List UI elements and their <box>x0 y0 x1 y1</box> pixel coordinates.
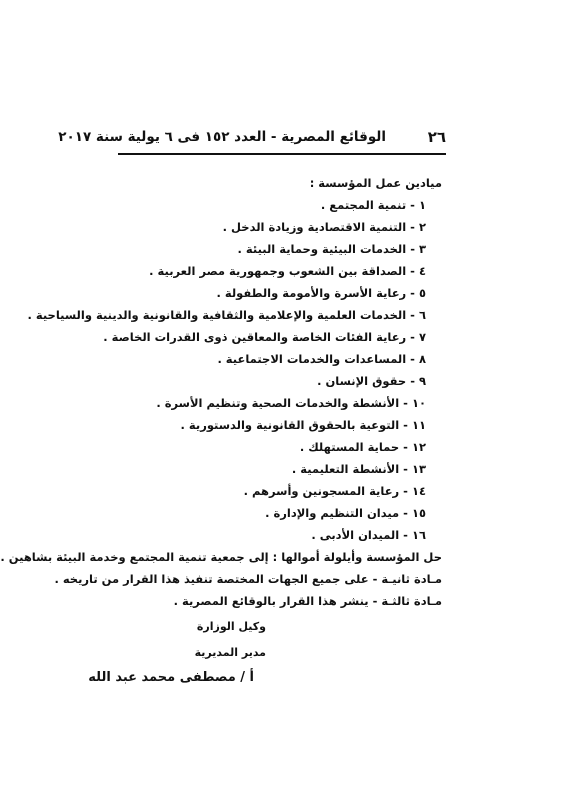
list-item: ٢ - التنمية الاقتصادية وزيادة الدخل . <box>222 220 426 234</box>
section-heading: ميادين عمل المؤسسة : <box>309 176 442 190</box>
header-rule <box>118 153 446 155</box>
list-item: ٨ - المساعدات والخدمات الاجتماعية . <box>217 352 426 366</box>
list-item: ١٤ - رعاية المسجونين وأسرهم . <box>243 484 426 498</box>
list-item: ١١ - التوعية بالحقوق القانونية والدستورية . <box>180 418 426 432</box>
list-item: ١٣ - الأنشطة التعليمية . <box>291 462 426 476</box>
header-title: الوقائع المصرية - العدد ١٥٢ فى ٦ يولية سنة ٢٠١٧ <box>58 129 386 145</box>
list-item: ٦ - الخدمات العلمية والإعلامية والثقافية والقانونية والدينية والسياحية . <box>27 308 426 322</box>
list-item: ٧ - رعاية الفئات الخاصة والمعاقين ذوى القدرات الخاصة . <box>103 330 426 344</box>
page-header <box>58 128 446 150</box>
list-item: ٣ - الخدمات البيئية وحماية البيئة . <box>237 242 426 256</box>
page-number: ٢٦ <box>427 128 446 146</box>
list-item: ١٠ - الأنشطة والخدمات الصحية وتنظيم الأسرة . <box>156 396 426 410</box>
signature-role-director: مدير المديرية <box>194 646 266 659</box>
list-item: ٩ - حقوق الإنسان . <box>317 374 426 388</box>
signature-role-undersecretary: وكيل الوزارة <box>196 620 266 633</box>
list-item: ١٦ - الميدان الأدبى . <box>311 528 426 542</box>
list-item: ١٥ - ميدان التنظيم والإدارة . <box>265 506 426 520</box>
signature-name: أ / مصطفى محمد عبد الله <box>88 670 254 685</box>
article-three: مـادة ثالثـة - ينشر هذا القرار بالوقائع المصرية . <box>173 594 442 608</box>
article-two: مـادة ثانيـة - على جميع الجهات المختصة تنفيذ هذا القرار من تاريخه . <box>54 572 442 586</box>
dissolution-clause: حل المؤسسة وأيلولة أموالها : إلى جمعية تنمية المجتمع وخدمة البيئة بشاهين . <box>0 550 442 564</box>
list-item: ٥ - رعاية الأسرة والأمومة والطفولة . <box>216 286 426 300</box>
list-item: ٤ - الصداقة بين الشعوب وجمهورية مصر العربية . <box>149 264 426 278</box>
list-item: ١ - تنمية المجتمع . <box>320 198 426 212</box>
list-item: ١٢ - حماية المستهلك . <box>299 440 426 454</box>
